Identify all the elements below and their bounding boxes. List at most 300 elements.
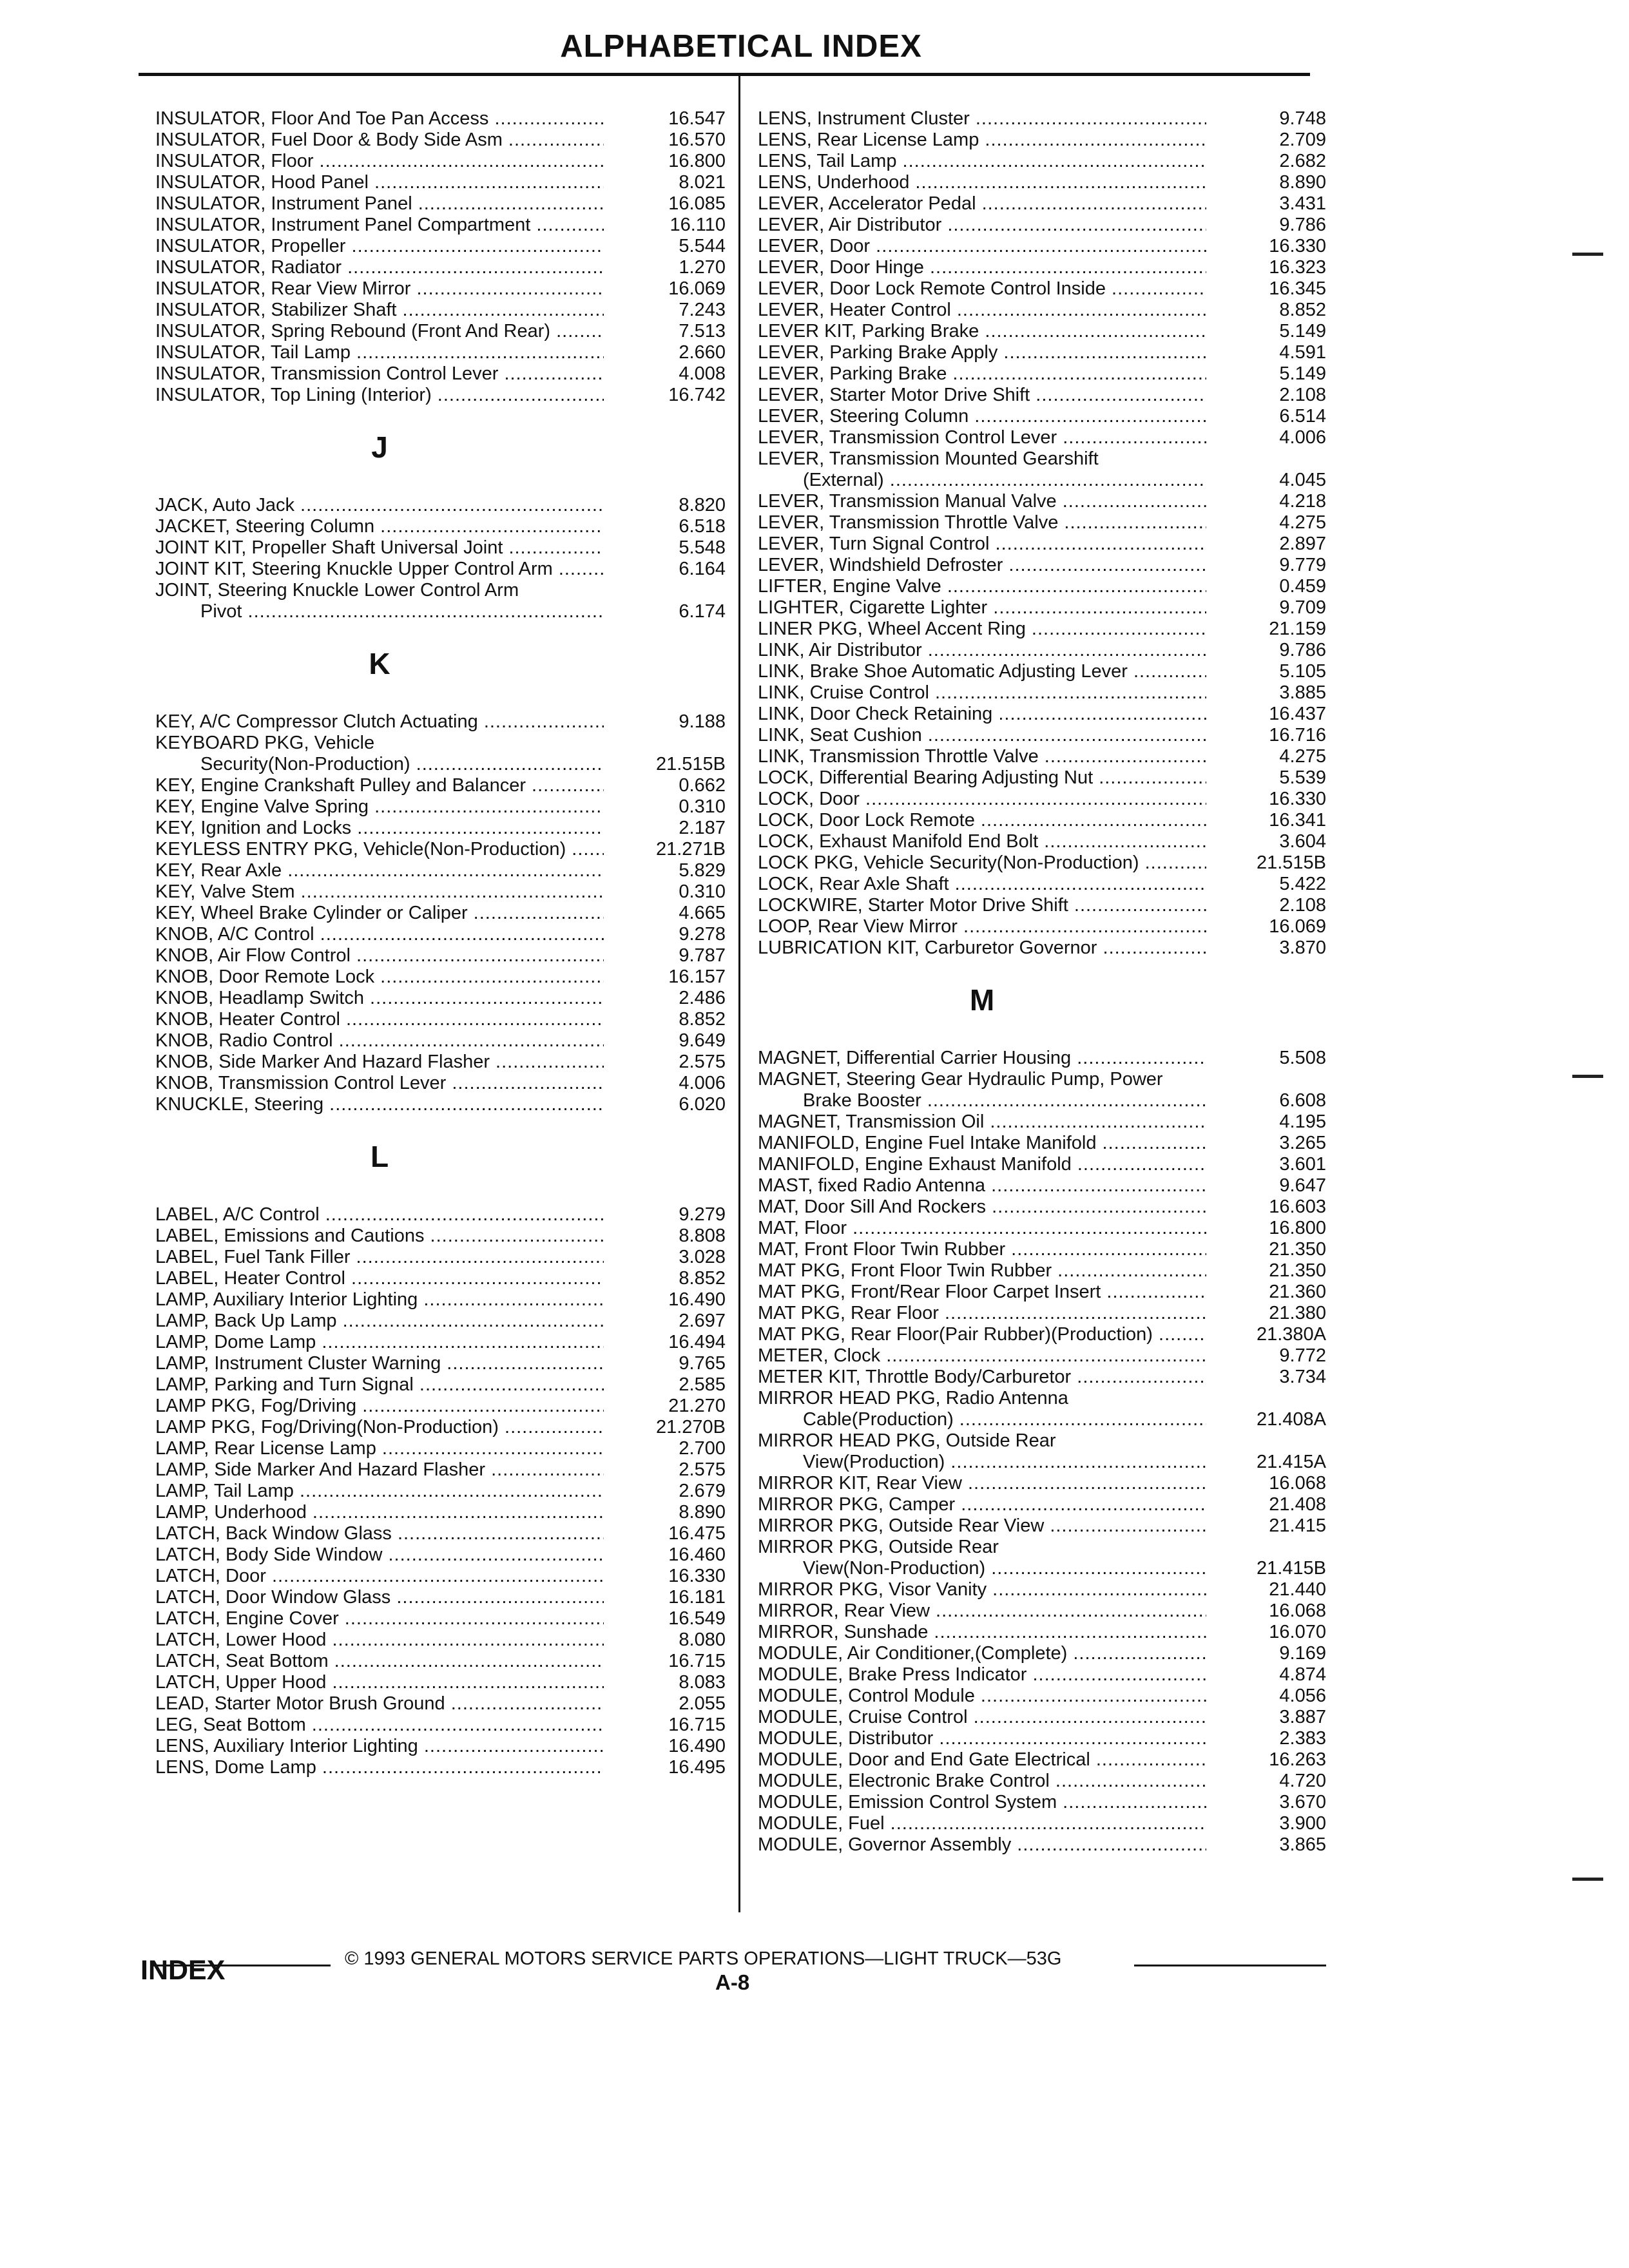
index-entry <box>758 874 1326 895</box>
entry-page-reference: 16.069 <box>1269 916 1326 937</box>
entry-label: MAT PKG, Front/Rear Floor Carpet Insert ..... <box>758 1282 1206 1303</box>
entry-page-reference: 21.515B <box>655 754 726 774</box>
entry-page-reference: 0.459 <box>1279 576 1326 597</box>
entry-label: LINER PKG, Wheel Accent Ring ..... <box>758 619 1206 640</box>
index-entry <box>758 1728 1326 1749</box>
entry-page-reference: 3.670 <box>1279 1792 1326 1812</box>
entry-label: KNOB, Radio Control ..... <box>155 1030 604 1052</box>
entry-label: LATCH, Engine Cover ..... <box>155 1608 604 1629</box>
index-entry <box>155 1247 726 1268</box>
index-entry <box>758 1282 1326 1303</box>
entry-page-reference: 16.437 <box>1269 704 1326 724</box>
entry-page-reference: 21.159 <box>1269 619 1326 639</box>
entry-page-reference: 2.679 <box>679 1481 726 1501</box>
entry-label: KNOB, Heater Control ..... <box>155 1009 604 1030</box>
index-entry <box>758 1771 1326 1792</box>
index-entry <box>155 1396 726 1417</box>
entry-label: LATCH, Door Window Glass ..... <box>155 1587 604 1608</box>
entry-page-reference: 21.270B <box>655 1417 726 1437</box>
index-entry <box>155 215 726 236</box>
entry-page-reference: 4.275 <box>1279 512 1326 533</box>
entry-label: MIRROR HEAD PKG, Outside Rear <box>758 1430 1056 1451</box>
index-entry <box>155 1052 726 1073</box>
entry-label: LOCK, Differential Bearing Adjusting Nut ..... <box>758 767 1206 789</box>
entry-page-reference: 4.008 <box>679 363 726 384</box>
entry-label: LATCH, Back Window Glass ..... <box>155 1523 604 1544</box>
index-entry <box>155 1502 726 1523</box>
index-entry <box>155 1311 726 1332</box>
entry-label: KNOB, Door Remote Lock ..... <box>155 966 604 988</box>
entry-page-reference: 3.900 <box>1279 1813 1326 1834</box>
entry-page-reference: 16.742 <box>668 385 726 405</box>
entry-label: LATCH, Seat Bottom ..... <box>155 1651 604 1672</box>
column-divider <box>738 76 740 1912</box>
header-rule <box>139 73 1310 76</box>
entry-label: LINK, Seat Cushion ..... <box>758 725 1206 746</box>
index-entry <box>155 945 726 966</box>
entry-page-reference: 21.515B <box>1256 852 1326 873</box>
index-entry <box>758 427 1326 448</box>
index-entry <box>758 342 1326 363</box>
entry-label: LEVER, Parking Brake ..... <box>758 363 1206 385</box>
entry-page-reference: 8.083 <box>679 1672 726 1693</box>
index-entry <box>758 257 1326 278</box>
entry-page-reference: 2.575 <box>679 1052 726 1072</box>
index-entry <box>155 1587 726 1608</box>
entry-page-reference: 6.514 <box>1279 406 1326 427</box>
entry-label: JOINT, Steering Knuckle Lower Control Arm <box>155 580 519 601</box>
entry-page-reference: 4.275 <box>1279 746 1326 767</box>
entry-page-reference: 3.028 <box>679 1247 726 1267</box>
entry-page-reference: 9.709 <box>1279 597 1326 618</box>
entry-label: MODULE, Electronic Brake Control ..... <box>758 1771 1206 1792</box>
entry-label: LEVER, Steering Column ..... <box>758 406 1206 427</box>
entry-page-reference: 5.105 <box>1279 661 1326 682</box>
index-entry <box>155 172 726 193</box>
entry-label: LENS, Underhood ..... <box>758 172 1206 193</box>
entry-page-reference: 3.265 <box>1279 1133 1326 1153</box>
entry-label: LEVER, Transmission Mounted Gearshift <box>758 448 1099 469</box>
index-entry <box>758 1239 1326 1260</box>
entry-page-reference: 21.360 <box>1269 1282 1326 1302</box>
entry-label: MAT, Door Sill And Rockers ..... <box>758 1196 1206 1218</box>
entry-label: KEY, Ignition and Locks ..... <box>155 818 604 839</box>
index-entry <box>155 559 726 580</box>
entry-label: MAT PKG, Front Floor Twin Rubber ..... <box>758 1260 1206 1282</box>
entry-label: LEVER, Windshield Defroster ..... <box>758 555 1206 576</box>
entry-page-reference: 6.020 <box>679 1094 726 1115</box>
index-entry <box>758 1813 1326 1834</box>
entry-page-reference: 9.765 <box>679 1353 726 1374</box>
entry-page-reference: 5.544 <box>679 236 726 256</box>
entry-label: LENS, Tail Lamp ..... <box>758 151 1206 172</box>
entry-page-reference: 0.662 <box>679 775 726 796</box>
entry-label: LIGHTER, Cigarette Lighter ..... <box>758 597 1206 619</box>
entry-label: INSULATOR, Top Lining (Interior) ..... <box>155 385 604 406</box>
entry-page-reference: 16.330 <box>1269 236 1326 256</box>
entry-label: JOINT KIT, Propeller Shaft Universal Joint ..... <box>155 537 604 559</box>
index-entry <box>155 839 726 860</box>
entry-label: KNOB, Headlamp Switch ..... <box>155 988 604 1009</box>
entry-label: MAGNET, Differential Carrier Housing ..... <box>758 1048 1206 1069</box>
entry-label: MAGNET, Steering Gear Hydraulic Pump, Power <box>758 1069 1163 1090</box>
entry-page-reference: 2.575 <box>679 1459 726 1480</box>
index-entry <box>155 1651 726 1672</box>
entry-page-reference: 16.715 <box>668 1715 726 1735</box>
entry-page-reference: 16.475 <box>668 1523 726 1544</box>
entry-label: MIRROR PKG, Outside Rear View ..... <box>758 1515 1206 1537</box>
entry-label: LAMP, Side Marker And Hazard Flasher ..... <box>155 1459 604 1481</box>
entry-page-reference: 16.490 <box>668 1736 726 1756</box>
entry-page-reference: 2.486 <box>679 988 726 1008</box>
entry-label: LEVER, Transmission Control Lever ..... <box>758 427 1206 448</box>
index-entry <box>758 1834 1326 1856</box>
entry-label: MIRROR PKG, Visor Vanity ..... <box>758 1579 1206 1600</box>
index-entry <box>155 754 726 775</box>
index-entry <box>758 215 1326 236</box>
entry-page-reference: 0.310 <box>679 796 726 817</box>
entry-page-reference: 5.149 <box>1279 363 1326 384</box>
index-entry <box>758 1494 1326 1515</box>
entry-page-reference: 21.380A <box>1256 1324 1326 1345</box>
index-entry <box>155 1353 726 1374</box>
entry-page-reference: 4.056 <box>1279 1686 1326 1706</box>
entry-page-reference: 3.431 <box>1279 193 1326 214</box>
entry-page-reference: 9.279 <box>679 1204 726 1225</box>
index-entry <box>758 1345 1326 1367</box>
index-entry <box>155 711 726 733</box>
entry-page-reference: 21.350 <box>1269 1260 1326 1281</box>
index-entry <box>758 1643 1326 1664</box>
index-entry <box>155 236 726 257</box>
entry-page-reference: 9.786 <box>1279 640 1326 660</box>
section-letter-heading <box>758 959 1326 1048</box>
entry-label: LOOP, Rear View Mirror ..... <box>758 916 1206 937</box>
index-entry <box>155 516 726 537</box>
index-entry <box>758 1749 1326 1771</box>
index-entry <box>155 903 726 924</box>
section-letter: K <box>369 647 390 680</box>
entry-page-reference: 8.808 <box>679 1225 726 1246</box>
entry-page-reference: 4.218 <box>1279 491 1326 512</box>
index-entry <box>758 1473 1326 1494</box>
entry-page-reference: 1.270 <box>679 257 726 278</box>
entry-page-reference: 21.415 <box>1269 1515 1326 1536</box>
index-entry <box>155 818 726 839</box>
index-entry <box>155 537 726 559</box>
page-number: A-8 <box>715 1970 750 1994</box>
entry-label: LABEL, Heater Control ..... <box>155 1268 604 1289</box>
entry-label: INSULATOR, Floor And Toe Pan Access ..... <box>155 108 604 130</box>
entry-label: Cable(Production) ..... <box>758 1409 1206 1430</box>
entry-label: LEVER, Door Lock Remote Control Inside ..... <box>758 278 1206 300</box>
index-entry <box>155 775 726 796</box>
entry-page-reference: 2.660 <box>679 342 726 363</box>
entry-label: KEY, Rear Axle ..... <box>155 860 604 881</box>
entry-label: LATCH, Door ..... <box>155 1566 604 1587</box>
entry-page-reference: 5.149 <box>1279 321 1326 341</box>
entry-label: Security(Non-Production) ..... <box>155 754 604 775</box>
entry-label: INSULATOR, Radiator ..... <box>155 257 604 278</box>
index-entry-heading <box>155 733 726 754</box>
entry-label: METER KIT, Throttle Body/Carburetor ..... <box>758 1367 1206 1388</box>
entry-label: LAMP, Dome Lamp ..... <box>155 1332 604 1353</box>
entry-label: KEYBOARD PKG, Vehicle <box>155 733 375 753</box>
entry-label: LEVER, Door Hinge ..... <box>758 257 1206 278</box>
entry-page-reference: 9.786 <box>1279 215 1326 235</box>
entry-page-reference: 21.408 <box>1269 1494 1326 1515</box>
entry-page-reference: 21.415B <box>1256 1558 1326 1579</box>
index-entry <box>155 363 726 385</box>
entry-page-reference: 6.164 <box>679 559 726 579</box>
entry-page-reference: 4.591 <box>1279 342 1326 363</box>
entry-page-reference: 16.181 <box>668 1587 726 1608</box>
entry-label: MANIFOLD, Engine Fuel Intake Manifold ..... <box>758 1133 1206 1154</box>
entry-page-reference: 2.108 <box>1279 385 1326 405</box>
index-entry <box>758 661 1326 682</box>
index-entry <box>758 852 1326 874</box>
entry-label: View(Production) ..... <box>758 1452 1206 1473</box>
entry-label: JOINT KIT, Steering Knuckle Upper Control Arm ..... <box>155 559 604 580</box>
index-entry-heading <box>758 448 1326 470</box>
entry-page-reference: 21.380 <box>1269 1303 1326 1323</box>
entry-page-reference: 16.495 <box>668 1757 726 1778</box>
section-letter: J <box>371 430 388 464</box>
index-entry <box>758 321 1326 342</box>
index-entry <box>155 601 726 622</box>
entry-page-reference: 8.080 <box>679 1629 726 1650</box>
entry-page-reference: 5.422 <box>1279 874 1326 894</box>
index-entry <box>155 257 726 278</box>
index-entry <box>155 1289 726 1311</box>
entry-label: LAMP, Auxiliary Interior Lighting ..... <box>155 1289 604 1311</box>
index-entry <box>758 1324 1326 1345</box>
index-entry <box>155 796 726 818</box>
margin-mark <box>1572 1075 1603 1078</box>
entry-label: INSULATOR, Propeller ..... <box>155 236 604 257</box>
entry-page-reference: 21.350 <box>1269 1239 1326 1260</box>
entry-page-reference: 16.069 <box>668 278 726 299</box>
index-entry <box>758 108 1326 130</box>
index-entry <box>155 881 726 903</box>
entry-label: LEVER, Parking Brake Apply ..... <box>758 342 1206 363</box>
index-entry <box>758 640 1326 661</box>
entry-page-reference: 2.383 <box>1279 1728 1326 1749</box>
index-entry <box>758 1707 1326 1728</box>
index-entry <box>155 278 726 300</box>
entry-page-reference: 21.408A <box>1256 1409 1326 1430</box>
index-entry <box>758 1452 1326 1473</box>
entry-label: LOCK, Exhaust Manifold End Bolt ..... <box>758 831 1206 852</box>
entry-page-reference: 16.603 <box>1269 1196 1326 1217</box>
entry-page-reference: 16.460 <box>668 1544 726 1565</box>
index-entry <box>758 682 1326 704</box>
index-entry <box>758 555 1326 576</box>
section-letter-heading <box>155 1115 726 1204</box>
index-entry <box>758 725 1326 746</box>
entry-page-reference: 2.682 <box>1279 151 1326 171</box>
entry-page-reference: 4.006 <box>679 1073 726 1093</box>
entry-label: INSULATOR, Rear View Mirror ..... <box>155 278 604 300</box>
index-entry <box>758 619 1326 640</box>
entry-label: LAMP PKG, Fog/Driving ..... <box>155 1396 604 1417</box>
index-entry <box>155 1672 726 1693</box>
entry-page-reference: 21.415A <box>1256 1452 1326 1472</box>
index-entry <box>758 746 1326 767</box>
entry-label: JACK, Auto Jack ..... <box>155 495 604 516</box>
index-entry <box>155 1438 726 1459</box>
entry-label: KEY, A/C Compressor Clutch Actuating ..... <box>155 711 604 733</box>
entry-page-reference: 7.243 <box>679 300 726 320</box>
margin-mark <box>1572 1878 1603 1881</box>
index-entry <box>155 1757 726 1778</box>
entry-label: INSULATOR, Fuel Door & Body Side Asm ..... <box>155 130 604 151</box>
index-entry <box>155 1715 726 1736</box>
entry-label: LATCH, Body Side Window ..... <box>155 1544 604 1566</box>
index-entry <box>758 576 1326 597</box>
index-entry <box>758 1664 1326 1686</box>
index-entry <box>758 1048 1326 1069</box>
entry-label: INSULATOR, Hood Panel ..... <box>155 172 604 193</box>
entry-page-reference: 16.547 <box>668 108 726 129</box>
entry-label: MANIFOLD, Engine Exhaust Manifold ..... <box>758 1154 1206 1175</box>
entry-page-reference: 3.734 <box>1279 1367 1326 1387</box>
index-entry <box>758 512 1326 533</box>
entry-label: MIRROR KIT, Rear View ..... <box>758 1473 1206 1494</box>
index-entry <box>758 151 1326 172</box>
section-letter-heading <box>155 406 726 495</box>
footer-rule-right <box>1134 1965 1326 1966</box>
entry-label: LINK, Transmission Throttle Valve ..... <box>758 746 1206 767</box>
entry-page-reference: 3.887 <box>1279 1707 1326 1727</box>
entry-label: MAST, fixed Radio Antenna ..... <box>758 1175 1206 1196</box>
entry-page-reference: 16.330 <box>668 1566 726 1586</box>
index-entry <box>155 495 726 516</box>
entry-page-reference: 5.539 <box>1279 767 1326 788</box>
index-entry <box>155 1693 726 1715</box>
section-label: INDEX <box>140 1955 226 1986</box>
entry-label: INSULATOR, Tail Lamp ..... <box>155 342 604 363</box>
entry-page-reference: 3.604 <box>1279 831 1326 852</box>
index-entry <box>155 108 726 130</box>
entry-page-reference: 8.852 <box>679 1009 726 1030</box>
index-entry <box>758 1154 1326 1175</box>
index-entry <box>155 193 726 215</box>
index-entry <box>758 1686 1326 1707</box>
entry-label: LABEL, A/C Control ..... <box>155 1204 604 1225</box>
entry-label: LENS, Dome Lamp ..... <box>155 1757 604 1778</box>
entry-label: LINK, Brake Shoe Automatic Adjusting Lever ..... <box>758 661 1206 682</box>
section-letter: L <box>370 1140 389 1173</box>
entry-label: MODULE, Brake Press Indicator ..... <box>758 1664 1206 1686</box>
index-entry <box>758 704 1326 725</box>
entry-page-reference: 4.874 <box>1279 1664 1326 1685</box>
entry-page-reference: 16.341 <box>1269 810 1326 831</box>
entry-label: MIRROR HEAD PKG, Radio Antenna <box>758 1388 1068 1408</box>
entry-label: JACKET, Steering Column ..... <box>155 516 604 537</box>
entry-label: Pivot ..... <box>155 601 604 622</box>
entry-label: INSULATOR, Instrument Panel Compartment ..... <box>155 215 604 236</box>
left-index-column <box>155 108 726 1778</box>
index-entry <box>155 321 726 342</box>
entry-page-reference: 9.649 <box>679 1030 726 1051</box>
entry-label: LEVER, Turn Signal Control ..... <box>758 533 1206 555</box>
entry-label: LENS, Rear License Lamp ..... <box>758 130 1206 151</box>
entry-label: LEVER, Heater Control ..... <box>758 300 1206 321</box>
index-entry <box>155 300 726 321</box>
entry-label: LEAD, Starter Motor Brush Ground ..... <box>155 1693 604 1715</box>
index-entry <box>758 172 1326 193</box>
entry-label: LATCH, Upper Hood ..... <box>155 1672 604 1693</box>
entry-label: LEVER KIT, Parking Brake ..... <box>758 321 1206 342</box>
entry-page-reference: 6.608 <box>1279 1090 1326 1111</box>
entry-page-reference: 9.748 <box>1279 108 1326 129</box>
entry-label: MODULE, Governor Assembly ..... <box>758 1834 1206 1856</box>
entry-page-reference: 9.188 <box>679 711 726 732</box>
entry-page-reference: 4.045 <box>1279 470 1326 490</box>
index-entry <box>155 1374 726 1396</box>
entry-page-reference: 6.518 <box>679 516 726 537</box>
copyright-text: © 1993 GENERAL MOTORS SERVICE PARTS OPERATIONS—LIGHT TRUCK—53G <box>345 1948 1062 1969</box>
entry-page-reference: 4.665 <box>679 903 726 923</box>
entry-page-reference: 5.829 <box>679 860 726 881</box>
entry-label: LAMP, Parking and Turn Signal ..... <box>155 1374 604 1396</box>
entry-page-reference: 9.772 <box>1279 1345 1326 1366</box>
index-entry-heading <box>155 580 726 601</box>
entry-label: LOCK, Rear Axle Shaft ..... <box>758 874 1206 895</box>
entry-label: LINK, Air Distributor ..... <box>758 640 1206 661</box>
entry-page-reference: 16.323 <box>1269 257 1326 278</box>
entry-label: LINK, Cruise Control ..... <box>758 682 1206 704</box>
entry-page-reference: 16.110 <box>670 215 726 235</box>
index-entry-heading <box>758 1537 1326 1558</box>
margin-mark <box>1572 253 1603 256</box>
entry-page-reference: 6.174 <box>679 601 726 622</box>
index-entry <box>758 810 1326 831</box>
entry-page-reference: 3.601 <box>1279 1154 1326 1175</box>
entry-label: MAT, Floor ..... <box>758 1218 1206 1239</box>
entry-page-reference: 9.169 <box>1279 1643 1326 1664</box>
entry-page-reference: 16.085 <box>668 193 726 214</box>
entry-page-reference: 16.494 <box>668 1332 726 1352</box>
page-title: ALPHABETICAL INDEX <box>560 29 922 64</box>
entry-label: MODULE, Control Module ..... <box>758 1686 1206 1707</box>
index-entry <box>758 1111 1326 1133</box>
entry-label: MAT PKG, Rear Floor(Pair Rubber)(Production) ..... <box>758 1324 1206 1345</box>
index-entry <box>155 1009 726 1030</box>
entry-label: LEG, Seat Bottom ..... <box>155 1715 604 1736</box>
index-entry <box>758 1090 1326 1111</box>
section-letter: M <box>969 983 995 1017</box>
index-entry <box>155 1459 726 1481</box>
entry-page-reference: 16.345 <box>1269 278 1326 299</box>
index-entry <box>155 151 726 172</box>
entry-page-reference: 2.700 <box>679 1438 726 1459</box>
entry-label: Brake Booster ..... <box>758 1090 1206 1111</box>
entry-label: INSULATOR, Stabilizer Shaft ..... <box>155 300 604 321</box>
entry-label: INSULATOR, Transmission Control Lever ..... <box>155 363 604 385</box>
index-entry <box>155 130 726 151</box>
index-entry <box>758 491 1326 512</box>
entry-page-reference: 16.800 <box>668 151 726 171</box>
entry-page-reference: 2.055 <box>679 1693 726 1714</box>
index-entry <box>155 1332 726 1353</box>
entry-label: LAMP, Rear License Lamp ..... <box>155 1438 604 1459</box>
entry-label: METER, Clock ..... <box>758 1345 1206 1367</box>
index-entry <box>758 937 1326 959</box>
index-entry <box>758 406 1326 427</box>
entry-page-reference: 16.068 <box>1269 1600 1326 1621</box>
